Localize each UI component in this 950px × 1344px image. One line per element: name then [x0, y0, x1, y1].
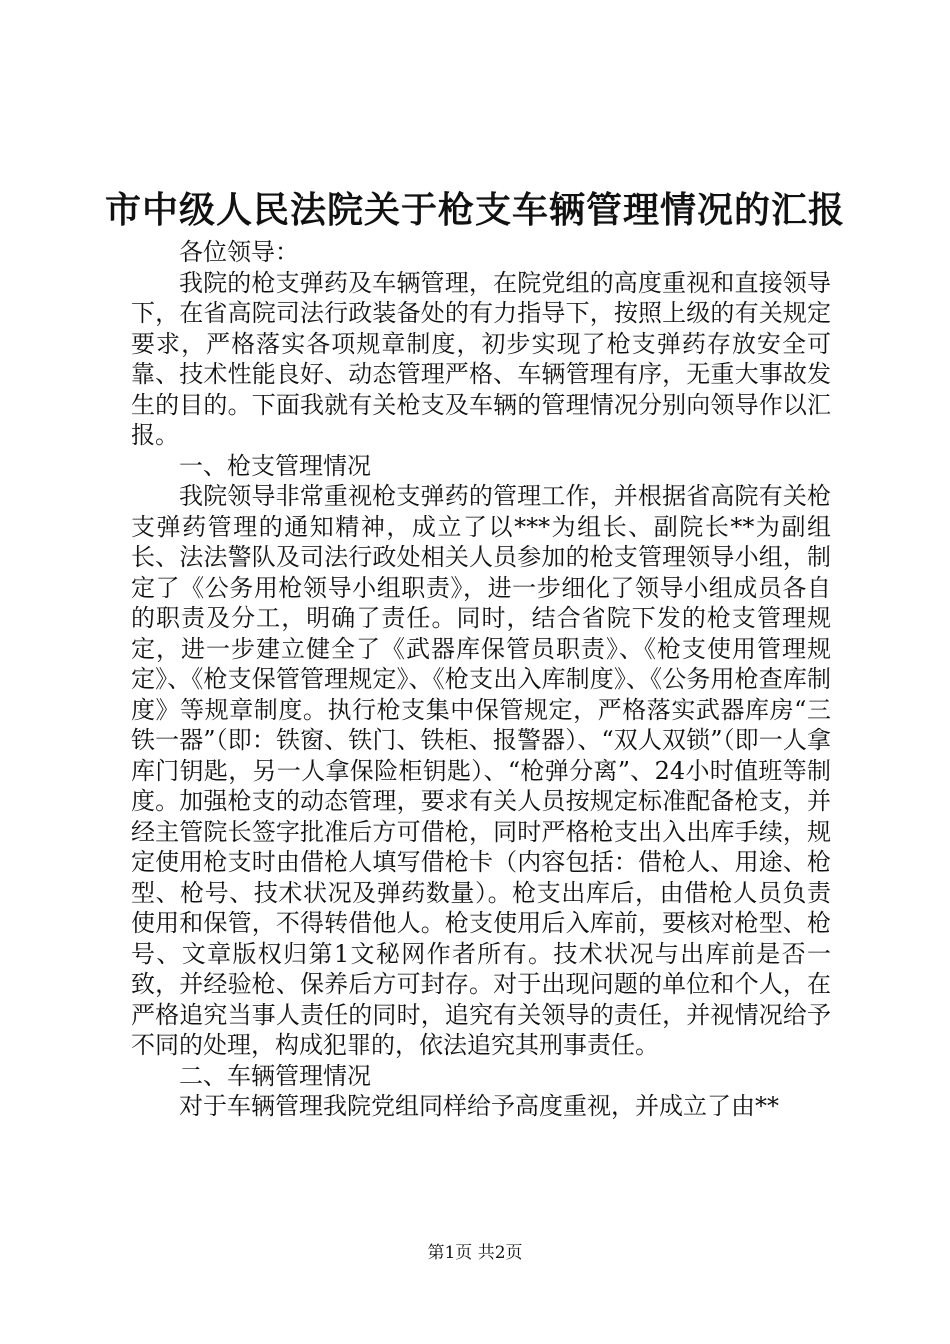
page-footer: 第1页 共2页	[427, 1243, 523, 1263]
document-body	[131, 237, 831, 1122]
section-heading-firearms: 一、枪支管理情况	[179, 451, 371, 480]
paragraph-intro: 我院的枪支弹药及车辆管理，在院党组的高度重视和直接领导下，在省高院司法行政装备处的有力指导下，按照上级的有关规定要求，严格落实各项规章制度，初步实现了枪支弹药存放安全可靠、技术性能良好、动态管理严格、车辆管理有序，无重大事故发生的目的。下面我就有关枪支及车辆的管理情况分别向领导作以汇报。	[131, 268, 831, 449]
salutation: 各位领导：	[179, 238, 299, 266]
paragraph-vehicles: 对于车辆管理我院党组同样给予高度重视，并成立了由**	[179, 1092, 779, 1120]
document-title: 市中级人民法院关于枪支车辆管理情况的汇报	[104, 189, 845, 231]
section-heading-vehicles: 二、车辆管理情况	[179, 1061, 371, 1090]
paragraph-firearms: 我院领导非常重视枪支弹药的管理工作，并根据省高院有关枪支弹药管理的通知精神，成立了以***为组长、副院长**为副组长、法法警队及司法行政处相关人员参加的枪支管理领导小组，制定了《公务用枪领导小组职责》，进一步细化了领导小组成员各自的职责及分工，明确了责任。同时，结合省院下发的枪支管理规定，进一步建立健全了《武器库保管员职责》、《枪支使用管理规定》、《枪支保管管理规定》、《枪支出入库制度》、《公务用枪查库制度》等规章制度。执行枪支集中保管规定，严格落实武器库房“三铁一器”（即：铁窗、铁门、铁柜、报警器）、“双人双锁”（即一人拿库门钥匙，另一人拿保险柜钥匙）、“枪弹分离”、24小时值班等制度。加强枪支的动态管理，要求有关人员按规定标准配备枪支，并经主管院长签字批准后方可借枪，同时严格枪支出入出库手续，规定使用枪支时由借枪人填写借枪卡（内容包括：借枪人、用途、枪型、枪号、技术状况及弹药数量）。枪支出库后，由借枪人员负责使用和保管，不得转借他人。枪支使用后入库前，要核对枪型、枪号、文章版权归第1文秘网作者所有。技术状况与出库前是否一致，并经验枪、保养后方可封存。对于出现问题的单位和个人，在严格追究当事人责任的同时，追究有关领导的责任，并视情况给予不同的处理，构成犯罪的，依法追究其刑事责任。	[131, 482, 831, 1059]
